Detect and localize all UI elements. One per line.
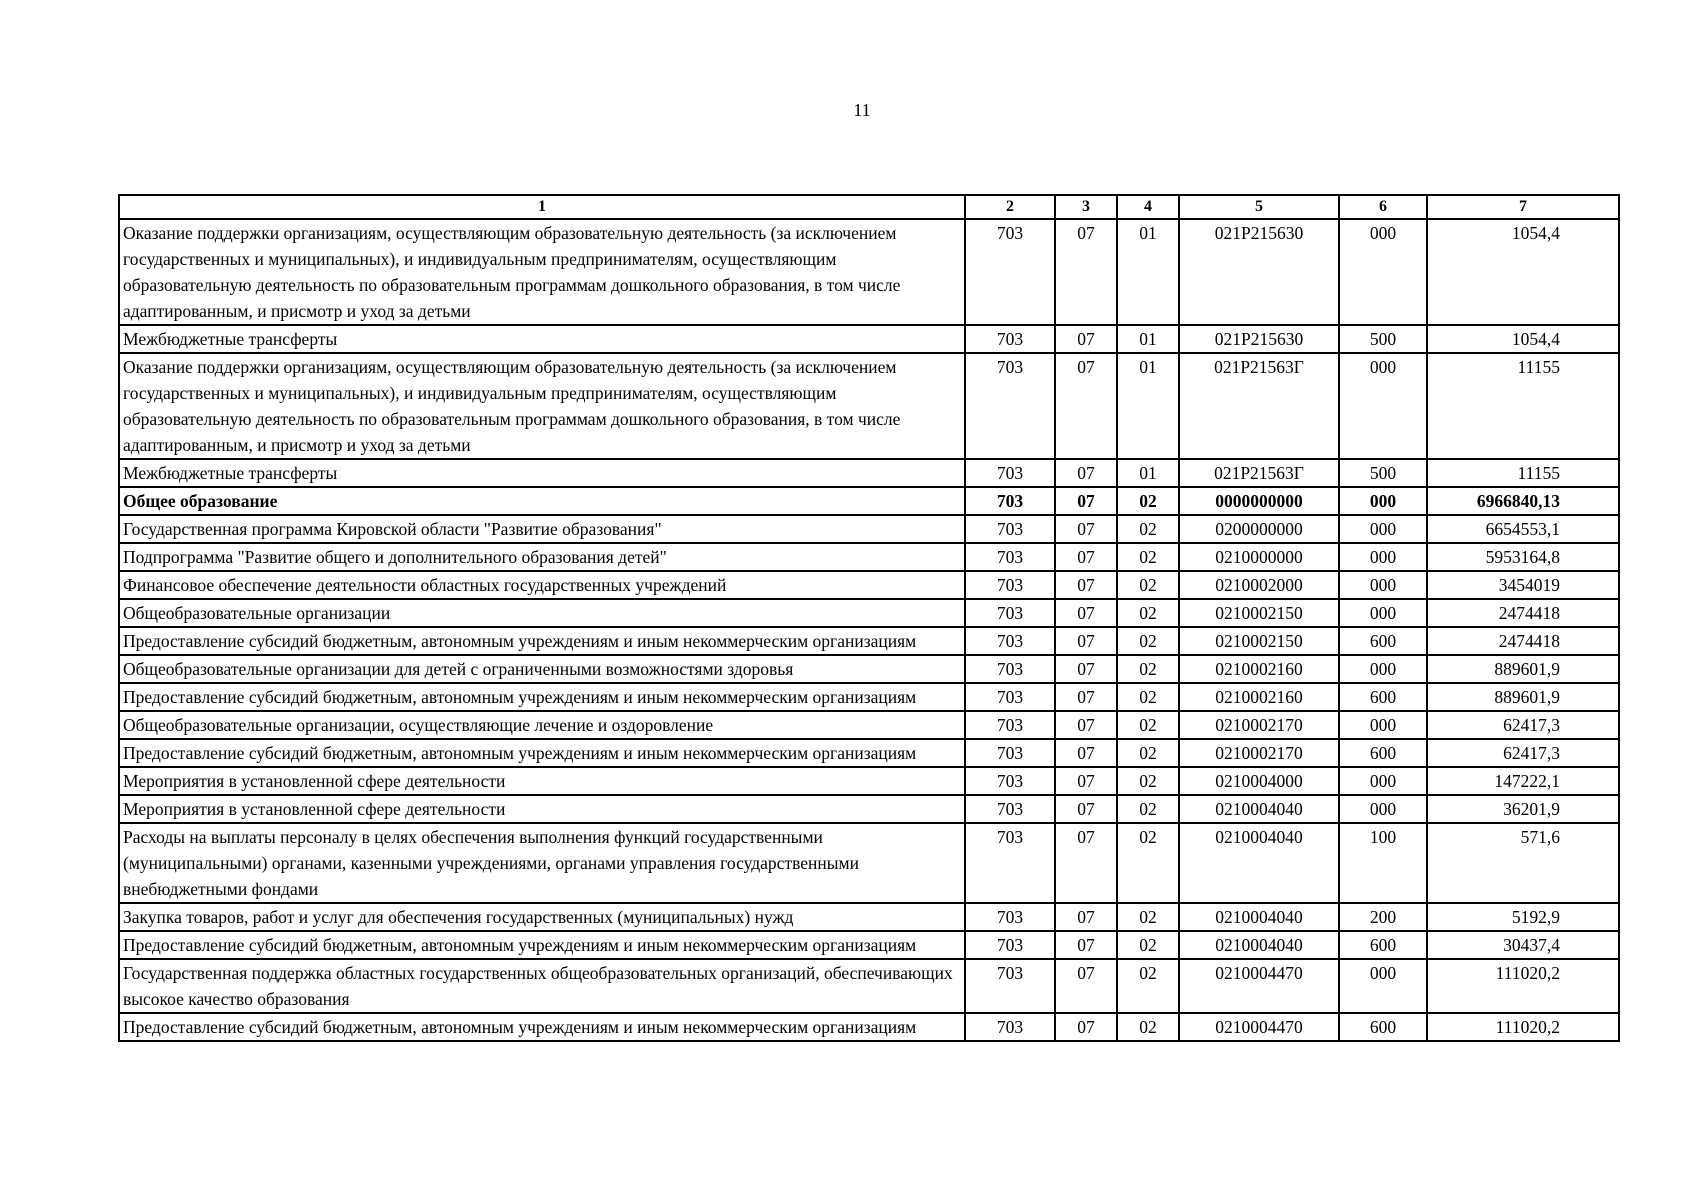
col3-cell: 07 [1055, 353, 1117, 459]
table-row [119, 795, 1619, 823]
page-number: 11 [853, 100, 871, 120]
row-name-cell: Закупка товаров, работ и услуг для обеспечения государственных (муниципальных) нужд [119, 903, 965, 931]
col2-cell: 703 [965, 795, 1055, 823]
type-cell: 600 [1339, 931, 1427, 959]
type-cell: 000 [1339, 767, 1427, 795]
table-row [119, 487, 1619, 515]
type-cell: 600 [1339, 683, 1427, 711]
type-cell: 500 [1339, 459, 1427, 487]
amount-cell: 30437,4 [1427, 931, 1619, 959]
code-cell: 021P21563Г [1179, 459, 1339, 487]
type-cell: 000 [1339, 543, 1427, 571]
table-row [119, 325, 1619, 353]
header-cell-7: 7 [1427, 195, 1619, 219]
code-cell: 0210002000 [1179, 571, 1339, 599]
table-row [119, 823, 1619, 903]
amount-cell: 111020,2 [1427, 959, 1619, 1013]
type-cell: 000 [1339, 711, 1427, 739]
col2-cell: 703 [965, 353, 1055, 459]
code-cell: 0210002150 [1179, 599, 1339, 627]
col4-cell: 01 [1117, 325, 1179, 353]
col4-cell: 02 [1117, 627, 1179, 655]
col3-cell: 07 [1055, 219, 1117, 325]
col4-cell: 02 [1117, 599, 1179, 627]
table-row [119, 683, 1619, 711]
row-name-cell: Предоставление субсидий бюджетным, автономным учреждениям и иным некоммерческим организациям [119, 931, 965, 959]
row-name-cell: Оказание поддержки организациям, осуществляющим образовательную деятельность (за исключением государственных и муниципальных), и индивидуальным предпринимателям, осуществляющим образовательную деятельность по образовательным программам дошкольного образования, в том числе адаптированным, и присмотр и уход за детьми [119, 219, 965, 325]
col3-cell: 07 [1055, 795, 1117, 823]
amount-cell: 3454019 [1427, 571, 1619, 599]
col2-cell: 703 [965, 571, 1055, 599]
type-cell: 000 [1339, 219, 1427, 325]
row-name-cell: Предоставление субсидий бюджетным, автономным учреждениям и иным некоммерческим организациям [119, 1013, 965, 1041]
amount-cell: 11155 [1427, 353, 1619, 459]
amount-cell: 889601,9 [1427, 683, 1619, 711]
header-cell-1: 1 [119, 195, 965, 219]
code-cell: 0210002150 [1179, 627, 1339, 655]
col2-cell: 703 [965, 627, 1055, 655]
col4-cell: 02 [1117, 739, 1179, 767]
col4-cell: 02 [1117, 515, 1179, 543]
col3-cell: 07 [1055, 711, 1117, 739]
table-row [119, 571, 1619, 599]
type-cell: 000 [1339, 959, 1427, 1013]
code-cell: 0210002170 [1179, 711, 1339, 739]
col3-cell: 07 [1055, 627, 1117, 655]
col4-cell: 01 [1117, 353, 1179, 459]
amount-cell: 1054,4 [1427, 325, 1619, 353]
code-cell: 0210004470 [1179, 1013, 1339, 1041]
table-row [119, 711, 1619, 739]
code-cell: 0210004040 [1179, 795, 1339, 823]
row-name-cell: Расходы на выплаты персоналу в целях обеспечения выполнения функций государственными (муниципальными) органами, казенными учреждениями, органами управления государственными внебюджетными фондами [119, 823, 965, 903]
col2-cell: 703 [965, 325, 1055, 353]
header-cell-5: 5 [1179, 195, 1339, 219]
row-name-cell: Общее образование [119, 487, 965, 515]
row-name-cell: Общеобразовательные организации для детей с ограниченными возможностями здоровья [119, 655, 965, 683]
code-cell: 0210004470 [1179, 959, 1339, 1013]
col2-cell: 703 [965, 459, 1055, 487]
col2-cell: 703 [965, 739, 1055, 767]
col3-cell: 07 [1055, 903, 1117, 931]
header-cell-3: 3 [1055, 195, 1117, 219]
table-body [119, 219, 1619, 1041]
amount-cell: 62417,3 [1427, 711, 1619, 739]
col4-cell: 02 [1117, 903, 1179, 931]
code-cell: 0210004040 [1179, 931, 1339, 959]
col4-cell: 02 [1117, 487, 1179, 515]
row-name-cell: Государственная программа Кировской области "Развитие образования" [119, 515, 965, 543]
col4-cell: 02 [1117, 571, 1179, 599]
code-cell: 0210004000 [1179, 767, 1339, 795]
type-cell: 500 [1339, 325, 1427, 353]
amount-cell: 6654553,1 [1427, 515, 1619, 543]
code-cell: 0210004040 [1179, 823, 1339, 903]
amount-cell: 11155 [1427, 459, 1619, 487]
col2-cell: 703 [965, 515, 1055, 543]
amount-cell: 5192,9 [1427, 903, 1619, 931]
col2-cell: 703 [965, 823, 1055, 903]
col3-cell: 07 [1055, 959, 1117, 1013]
col2-cell: 703 [965, 767, 1055, 795]
table-row [119, 627, 1619, 655]
col2-cell: 703 [965, 711, 1055, 739]
col4-cell: 02 [1117, 795, 1179, 823]
col3-cell: 07 [1055, 1013, 1117, 1041]
amount-cell: 111020,2 [1427, 1013, 1619, 1041]
code-cell: 021P215630 [1179, 219, 1339, 325]
type-cell: 600 [1339, 739, 1427, 767]
table-row [119, 599, 1619, 627]
code-cell: 0210004040 [1179, 903, 1339, 931]
code-cell: 0000000000 [1179, 487, 1339, 515]
table-row [119, 543, 1619, 571]
header-cell-6: 6 [1339, 195, 1427, 219]
type-cell: 000 [1339, 795, 1427, 823]
col4-cell: 02 [1117, 543, 1179, 571]
type-cell: 000 [1339, 571, 1427, 599]
row-name-cell: Общеобразовательные организации, осуществляющие лечение и оздоровление [119, 711, 965, 739]
col4-cell: 02 [1117, 823, 1179, 903]
col3-cell: 07 [1055, 543, 1117, 571]
row-name-cell: Мероприятия в установленной сфере деятельности [119, 795, 965, 823]
col2-cell: 703 [965, 903, 1055, 931]
col3-cell: 07 [1055, 325, 1117, 353]
col3-cell: 07 [1055, 931, 1117, 959]
code-cell: 0210002160 [1179, 655, 1339, 683]
col3-cell: 07 [1055, 739, 1117, 767]
col2-cell: 703 [965, 931, 1055, 959]
table-row [119, 515, 1619, 543]
type-cell: 000 [1339, 655, 1427, 683]
table-row [119, 959, 1619, 1013]
code-cell: 021P21563Г [1179, 353, 1339, 459]
col4-cell: 02 [1117, 767, 1179, 795]
col3-cell: 07 [1055, 655, 1117, 683]
col3-cell: 07 [1055, 515, 1117, 543]
type-cell: 000 [1339, 599, 1427, 627]
row-name-cell: Общеобразовательные организации [119, 599, 965, 627]
type-cell: 600 [1339, 1013, 1427, 1041]
table-row [119, 767, 1619, 795]
row-name-cell: Межбюджетные трансферты [119, 459, 965, 487]
amount-cell: 889601,9 [1427, 655, 1619, 683]
table-row [119, 459, 1619, 487]
amount-cell: 36201,9 [1427, 795, 1619, 823]
amount-cell: 6966840,13 [1427, 487, 1619, 515]
col3-cell: 07 [1055, 767, 1117, 795]
amount-cell: 571,6 [1427, 823, 1619, 903]
table-row [119, 219, 1619, 325]
col4-cell: 02 [1117, 655, 1179, 683]
col4-cell: 02 [1117, 959, 1179, 1013]
col3-cell: 07 [1055, 599, 1117, 627]
amount-cell: 62417,3 [1427, 739, 1619, 767]
amount-cell: 2474418 [1427, 627, 1619, 655]
row-name-cell: Подпрограмма "Развитие общего и дополнительного образования детей" [119, 543, 965, 571]
row-name-cell: Государственная поддержка областных государственных общеобразовательных организаций, обеспечивающих высокое качество образования [119, 959, 965, 1013]
col2-cell: 703 [965, 599, 1055, 627]
table-row [119, 655, 1619, 683]
row-name-cell: Межбюджетные трансферты [119, 325, 965, 353]
amount-cell: 5953164,8 [1427, 543, 1619, 571]
row-name-cell: Оказание поддержки организациям, осуществляющим образовательную деятельность (за исключением государственных и муниципальных), и индивидуальным предпринимателям, осуществляющим образовательную деятельность по образовательным программам дошкольного образования, в том числе адаптированным, и присмотр и уход за детьми [119, 353, 965, 459]
table-row [119, 739, 1619, 767]
col4-cell: 02 [1117, 683, 1179, 711]
amount-cell: 147222,1 [1427, 767, 1619, 795]
col2-cell: 703 [965, 543, 1055, 571]
code-cell: 0200000000 [1179, 515, 1339, 543]
col4-cell: 02 [1117, 1013, 1179, 1041]
header-cell-4: 4 [1117, 195, 1179, 219]
col2-cell: 703 [965, 655, 1055, 683]
col2-cell: 703 [965, 487, 1055, 515]
table-row [119, 1013, 1619, 1041]
row-name-cell: Предоставление субсидий бюджетным, автономным учреждениям и иным некоммерческим организациям [119, 627, 965, 655]
type-cell: 000 [1339, 515, 1427, 543]
row-name-cell: Мероприятия в установленной сфере деятельности [119, 767, 965, 795]
amount-cell: 2474418 [1427, 599, 1619, 627]
col3-cell: 07 [1055, 459, 1117, 487]
row-name-cell: Предоставление субсидий бюджетным, автономным учреждениям и иным некоммерческим организациям [119, 739, 965, 767]
col3-cell: 07 [1055, 571, 1117, 599]
code-cell: 0210000000 [1179, 543, 1339, 571]
header-row [119, 195, 1619, 219]
table-row [119, 931, 1619, 959]
col4-cell: 02 [1117, 711, 1179, 739]
type-cell: 000 [1339, 353, 1427, 459]
amount-cell: 1054,4 [1427, 219, 1619, 325]
type-cell: 200 [1339, 903, 1427, 931]
col2-cell: 703 [965, 219, 1055, 325]
type-cell: 000 [1339, 487, 1427, 515]
code-cell: 0210002170 [1179, 739, 1339, 767]
col3-cell: 07 [1055, 683, 1117, 711]
row-name-cell: Финансовое обеспечение деятельности областных государственных учреждений [119, 571, 965, 599]
type-cell: 600 [1339, 627, 1427, 655]
col3-cell: 07 [1055, 823, 1117, 903]
col4-cell: 01 [1117, 459, 1179, 487]
col2-cell: 703 [965, 683, 1055, 711]
col2-cell: 703 [965, 959, 1055, 1013]
col4-cell: 02 [1117, 931, 1179, 959]
code-cell: 021P215630 [1179, 325, 1339, 353]
type-cell: 100 [1339, 823, 1427, 903]
col3-cell: 07 [1055, 487, 1117, 515]
col4-cell: 01 [1117, 219, 1179, 325]
row-name-cell: Предоставление субсидий бюджетным, автономным учреждениям и иным некоммерческим организациям [119, 683, 965, 711]
table-row [119, 353, 1619, 459]
col2-cell: 703 [965, 1013, 1055, 1041]
table-row [119, 903, 1619, 931]
header-cell-2: 2 [965, 195, 1055, 219]
budget-table [118, 194, 1620, 1042]
code-cell: 0210002160 [1179, 683, 1339, 711]
